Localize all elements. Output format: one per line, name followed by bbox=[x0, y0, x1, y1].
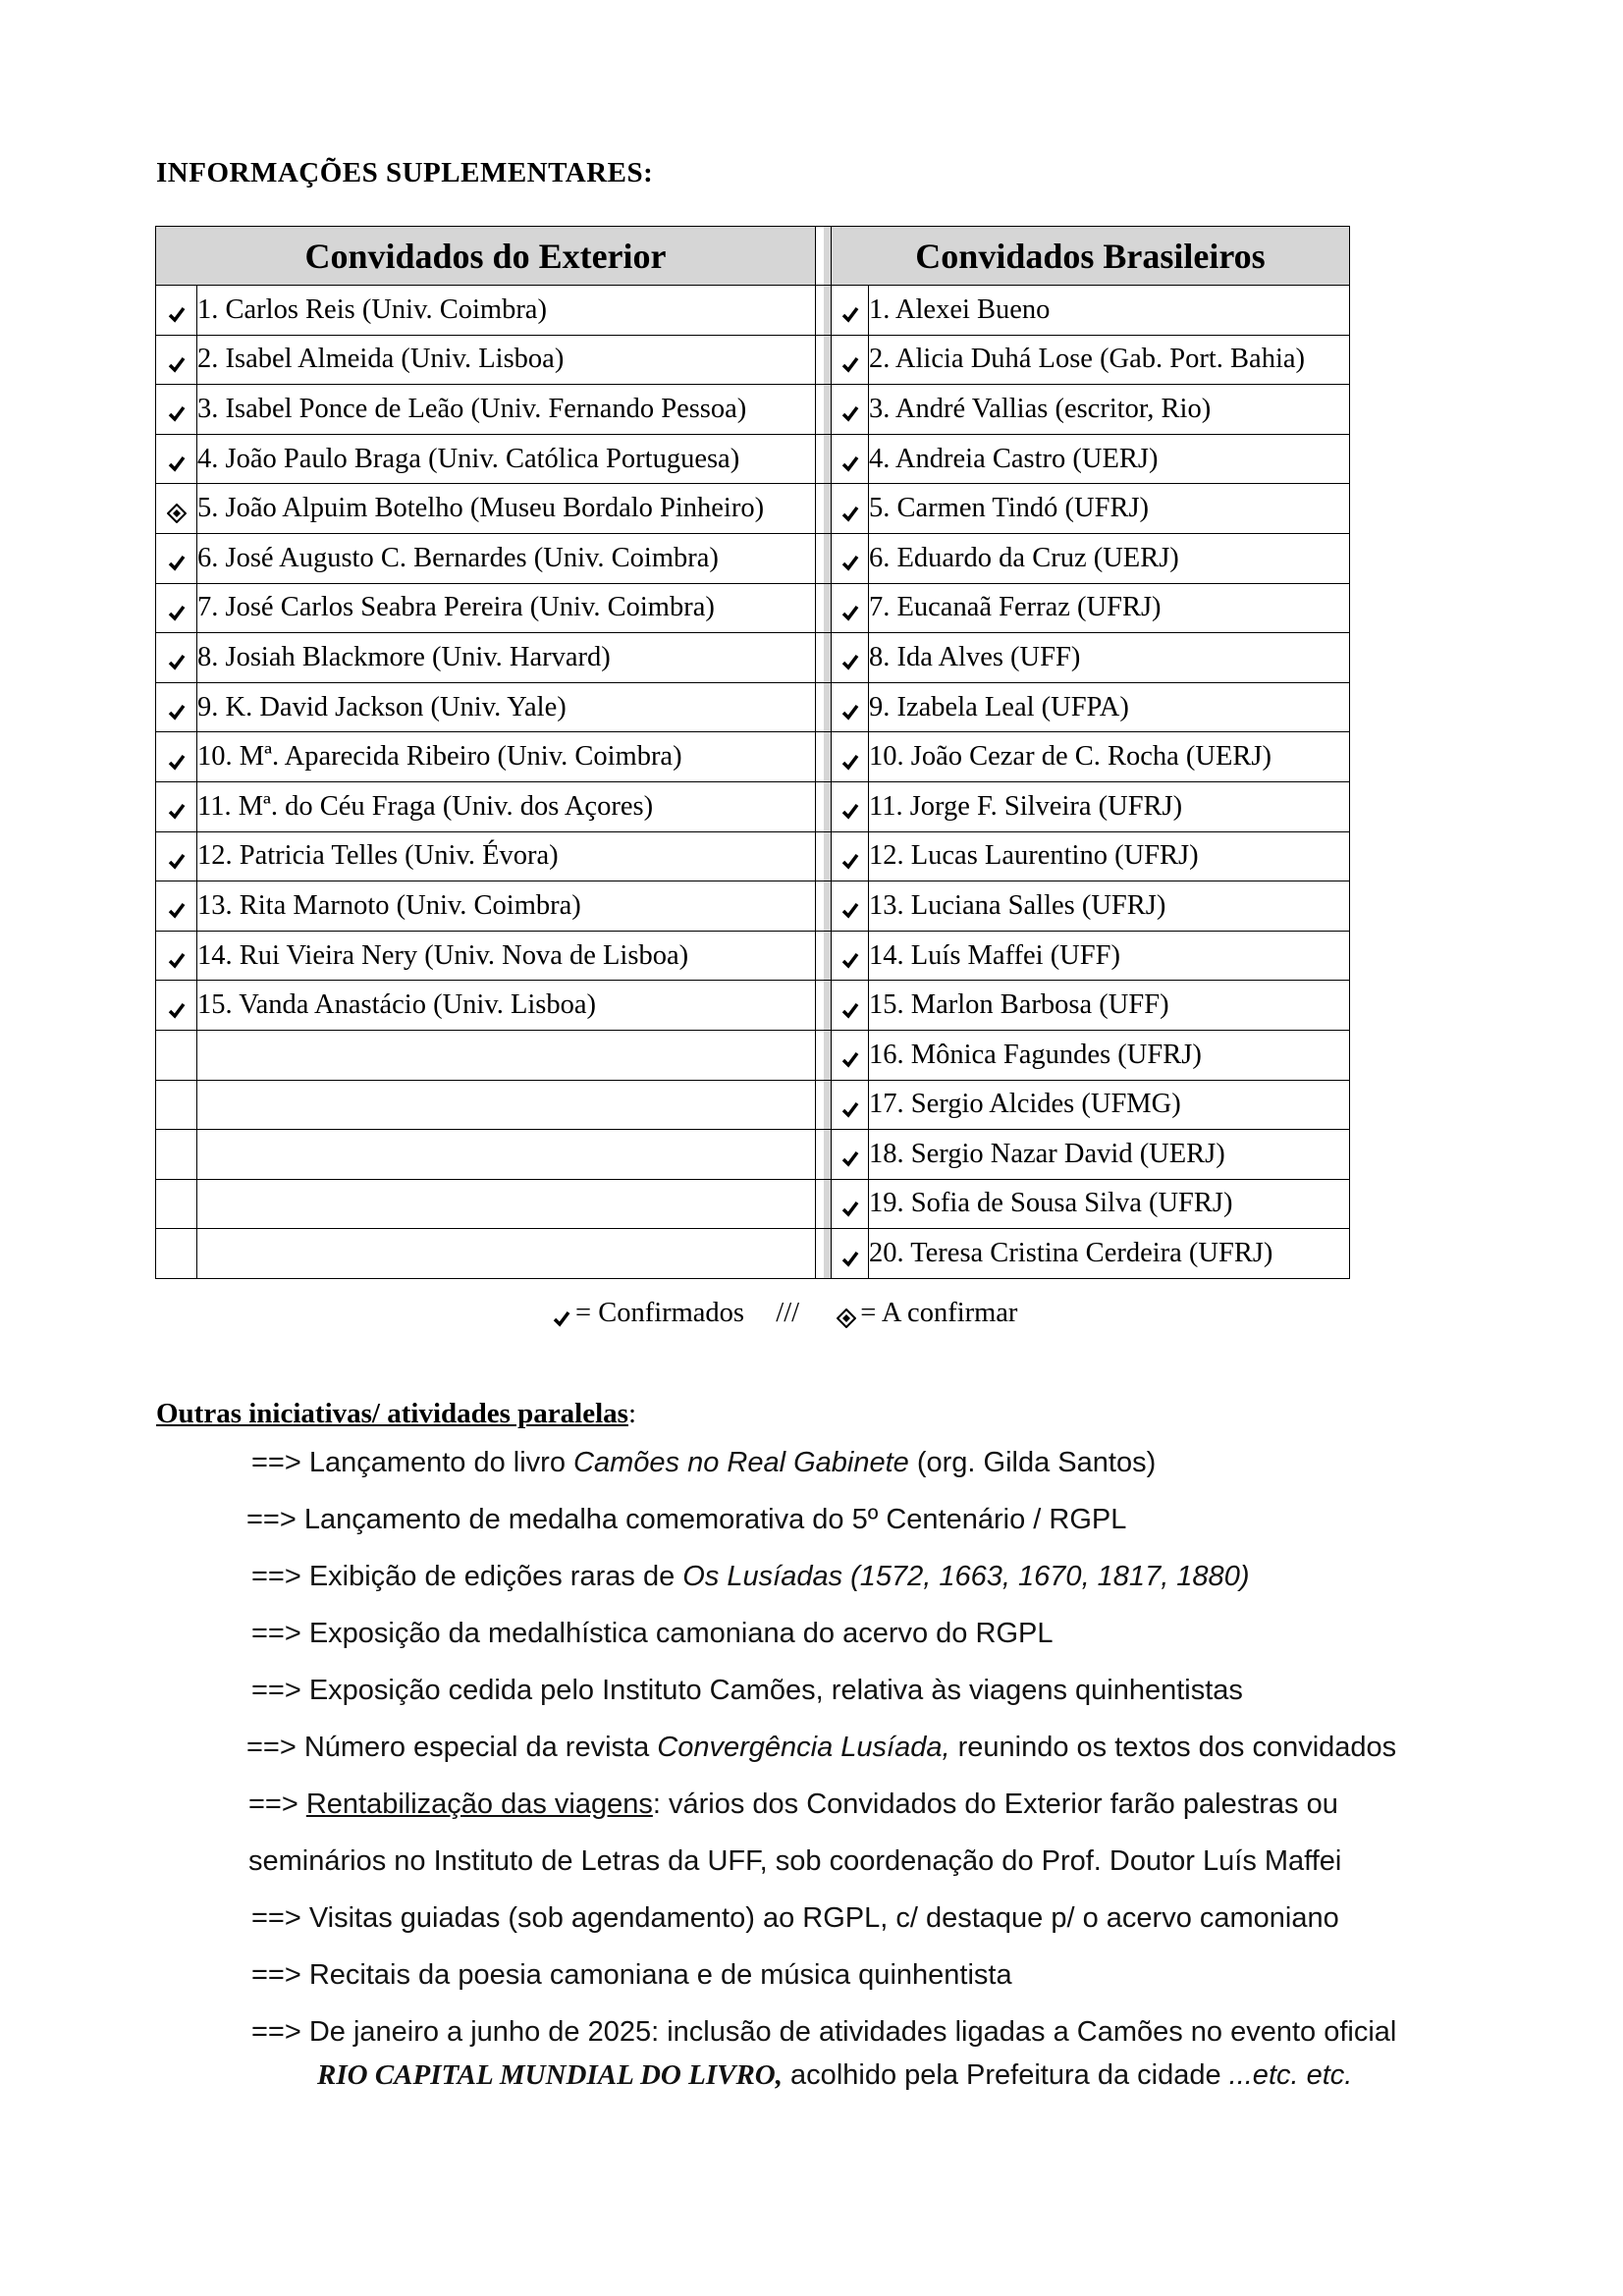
header-brasileiros: Convidados Brasileiros bbox=[832, 227, 1350, 286]
status-cell bbox=[832, 682, 869, 732]
status-cell bbox=[156, 335, 197, 385]
guest-rows bbox=[156, 286, 1350, 1279]
diamond-icon bbox=[166, 500, 188, 521]
diamond-icon bbox=[837, 1305, 856, 1324]
column-separator bbox=[816, 732, 832, 782]
status-cell bbox=[156, 1130, 197, 1180]
guest-name: 1. Carlos Reis (Univ. Coimbra) bbox=[197, 286, 816, 336]
check-icon bbox=[166, 549, 188, 570]
column-separator bbox=[816, 434, 832, 484]
guest-name: 13. Rita Marnoto (Univ. Coimbra) bbox=[197, 881, 816, 932]
list-item: ==> Lançamento de medalha comemorativa do 5º Centenário / RGPL bbox=[246, 1504, 1127, 1535]
guest-name: 14. Rui Vieira Nery (Univ. Nova de Lisboa) bbox=[197, 931, 816, 981]
guest-name: 7. Eucanaã Ferraz (UFRJ) bbox=[869, 583, 1350, 633]
legend-pending: = A confirmar bbox=[860, 1298, 1018, 1328]
status-cell bbox=[156, 1229, 197, 1279]
guest-name: 16. Mônica Fagundes (UFRJ) bbox=[869, 1030, 1350, 1080]
list-item: ==> Recitais da poesia camoniana e de música quinhentista bbox=[251, 1959, 1012, 1991]
guest-name: 3. Isabel Ponce de Leão (Univ. Fernando Pessoa) bbox=[197, 385, 816, 435]
column-separator bbox=[816, 633, 832, 683]
column-separator bbox=[816, 227, 832, 286]
status-cell bbox=[832, 1229, 869, 1279]
status-cell bbox=[156, 385, 197, 435]
guest-name: 15. Marlon Barbosa (UFF) bbox=[869, 981, 1350, 1031]
check-icon bbox=[166, 847, 188, 869]
table-row bbox=[156, 1179, 1350, 1229]
guest-name: 1. Alexei Bueno bbox=[869, 286, 1350, 336]
status-cell bbox=[156, 981, 197, 1031]
check-icon bbox=[839, 847, 861, 869]
status-cell bbox=[156, 484, 197, 534]
status-cell bbox=[832, 484, 869, 534]
table-row bbox=[156, 931, 1350, 981]
status-cell bbox=[832, 981, 869, 1031]
check-icon bbox=[839, 1045, 861, 1067]
column-separator bbox=[816, 682, 832, 732]
check-icon bbox=[839, 450, 861, 471]
guest-name bbox=[197, 1179, 816, 1229]
guest-name: 10. João Cezar de C. Rocha (UERJ) bbox=[869, 732, 1350, 782]
table-row bbox=[156, 682, 1350, 732]
status-cell bbox=[156, 931, 197, 981]
list-item: ==> Visitas guiadas (sob agendamento) ao RGPL, c/ destaque p/ o acervo camoniano bbox=[251, 1902, 1339, 1934]
column-separator bbox=[816, 385, 832, 435]
guests-table bbox=[155, 226, 1350, 1279]
guest-name bbox=[197, 1130, 816, 1180]
status-cell bbox=[156, 732, 197, 782]
column-separator bbox=[816, 286, 832, 336]
check-icon bbox=[552, 1305, 571, 1324]
guest-name: 2. Isabel Almeida (Univ. Lisboa) bbox=[197, 335, 816, 385]
status-cell bbox=[832, 1179, 869, 1229]
list-item: ==> Número especial da revista Convergência Lusíada, reunindo os textos dos convidados bbox=[246, 1732, 1397, 1763]
check-icon bbox=[839, 698, 861, 720]
list-item: ==> Exibição de edições raras de Os Lusíadas (1572, 1663, 1670, 1817, 1880) bbox=[251, 1561, 1250, 1592]
guest-name: 7. José Carlos Seabra Pereira (Univ. Coimbra) bbox=[197, 583, 816, 633]
guest-name bbox=[197, 1080, 816, 1130]
status-cell bbox=[832, 385, 869, 435]
check-icon bbox=[839, 748, 861, 770]
check-icon bbox=[839, 797, 861, 819]
status-cell bbox=[156, 781, 197, 831]
status-cell bbox=[832, 781, 869, 831]
check-icon bbox=[839, 1145, 861, 1166]
table-row bbox=[156, 286, 1350, 336]
status-cell bbox=[832, 931, 869, 981]
status-cell bbox=[156, 533, 197, 583]
status-cell bbox=[156, 881, 197, 932]
check-icon bbox=[839, 896, 861, 918]
guest-name: 20. Teresa Cristina Cerdeira (UFRJ) bbox=[869, 1229, 1350, 1279]
check-icon bbox=[166, 748, 188, 770]
check-icon bbox=[839, 500, 861, 521]
status-cell bbox=[832, 732, 869, 782]
guest-name bbox=[197, 1229, 816, 1279]
header-exterior: Convidados do Exterior bbox=[156, 227, 816, 286]
guest-name: 11. Mª. do Céu Fraga (Univ. dos Açores) bbox=[197, 781, 816, 831]
status-cell bbox=[832, 881, 869, 932]
guest-name: 11. Jorge F. Silveira (UFRJ) bbox=[869, 781, 1350, 831]
guest-name: 4. Andreia Castro (UERJ) bbox=[869, 434, 1350, 484]
table-row bbox=[156, 781, 1350, 831]
guest-name: 12. Patricia Telles (Univ. Évora) bbox=[197, 831, 816, 881]
outras-heading-colon: : bbox=[627, 1398, 636, 1429]
table-row bbox=[156, 335, 1350, 385]
guest-name: 8. Josiah Blackmore (Univ. Harvard) bbox=[197, 633, 816, 683]
table-row bbox=[156, 583, 1350, 633]
status-cell bbox=[156, 831, 197, 881]
check-icon bbox=[839, 400, 861, 421]
guest-name: 5. João Alpuim Botelho (Museu Bordalo Pinheiro) bbox=[197, 484, 816, 534]
check-icon bbox=[166, 996, 188, 1018]
column-separator bbox=[816, 931, 832, 981]
status-cell bbox=[156, 633, 197, 683]
status-cell bbox=[832, 583, 869, 633]
table-row bbox=[156, 1130, 1350, 1180]
outras-heading-text: Outras iniciativas/ atividades paralelas bbox=[156, 1398, 628, 1429]
table-row bbox=[156, 831, 1350, 881]
list-item: ==> Exposição da medalhística camoniana do acervo do RGPL bbox=[251, 1618, 1054, 1649]
guest-name: 6. Eduardo da Cruz (UERJ) bbox=[869, 533, 1350, 583]
column-separator bbox=[816, 1179, 832, 1229]
table-row bbox=[156, 385, 1350, 435]
status-cell bbox=[156, 434, 197, 484]
check-icon bbox=[839, 599, 861, 620]
check-icon bbox=[166, 946, 188, 968]
guest-name: 15. Vanda Anastácio (Univ. Lisboa) bbox=[197, 981, 816, 1031]
column-separator bbox=[816, 533, 832, 583]
outras-heading bbox=[156, 1398, 636, 1430]
column-separator bbox=[816, 583, 832, 633]
check-icon bbox=[839, 1095, 861, 1117]
table-row bbox=[156, 633, 1350, 683]
column-separator bbox=[816, 781, 832, 831]
status-cell bbox=[832, 434, 869, 484]
table-row bbox=[156, 484, 1350, 534]
list-item-continuation: RIO CAPITAL MUNDIAL DO LIVRO, acolhido pela Prefeitura da cidade ...etc. etc. bbox=[317, 2059, 1353, 2091]
check-icon bbox=[166, 300, 188, 322]
list-item-continuation: seminários no Instituto de Letras da UFF, sob coordenação do Prof. Doutor Luís Maffei bbox=[248, 1845, 1342, 1877]
status-cell bbox=[832, 633, 869, 683]
status-cell bbox=[832, 1130, 869, 1180]
status-cell bbox=[156, 1080, 197, 1130]
guest-name: 19. Sofia de Sousa Silva (UFRJ) bbox=[869, 1179, 1350, 1229]
column-separator bbox=[816, 1229, 832, 1279]
column-separator bbox=[816, 831, 832, 881]
column-separator bbox=[816, 1080, 832, 1130]
list-item: ==> Rentabilização das viagens: vários dos Convidados do Exterior farão palestras ou bbox=[248, 1789, 1338, 1820]
guest-name: 13. Luciana Salles (UFRJ) bbox=[869, 881, 1350, 932]
check-icon bbox=[839, 648, 861, 669]
list-item: ==> De janeiro a junho de 2025: inclusão de atividades ligadas a Camões no evento oficial bbox=[251, 2016, 1397, 2048]
column-separator bbox=[816, 484, 832, 534]
status-cell bbox=[832, 1080, 869, 1130]
status-cell bbox=[832, 335, 869, 385]
guest-name: 9. Izabela Leal (UFPA) bbox=[869, 682, 1350, 732]
guest-name: 5. Carmen Tindó (UFRJ) bbox=[869, 484, 1350, 534]
check-icon bbox=[166, 648, 188, 669]
list-item: ==> Lançamento do livro Camões no Real Gabinete (org. Gilda Santos) bbox=[251, 1447, 1157, 1478]
table-row bbox=[156, 732, 1350, 782]
guest-name: 10. Mª. Aparecida Ribeiro (Univ. Coimbra) bbox=[197, 732, 816, 782]
check-icon bbox=[839, 946, 861, 968]
check-icon bbox=[839, 1195, 861, 1216]
check-icon bbox=[166, 698, 188, 720]
status-cell bbox=[156, 682, 197, 732]
column-separator bbox=[816, 1130, 832, 1180]
guest-name: 2. Alicia Duhá Lose (Gab. Port. Bahia) bbox=[869, 335, 1350, 385]
section-title: INFORMAÇÕES SUPLEMENTARES: bbox=[156, 157, 654, 188]
check-icon bbox=[839, 996, 861, 1018]
legend bbox=[552, 1298, 1017, 1329]
column-separator bbox=[816, 981, 832, 1031]
guest-name: 3. André Vallias (escritor, Rio) bbox=[869, 385, 1350, 435]
status-cell bbox=[832, 533, 869, 583]
guest-name: 9. K. David Jackson (Univ. Yale) bbox=[197, 682, 816, 732]
status-cell bbox=[832, 286, 869, 336]
status-cell bbox=[832, 1030, 869, 1080]
guest-name bbox=[197, 1030, 816, 1080]
status-cell bbox=[156, 1030, 197, 1080]
check-icon bbox=[839, 549, 861, 570]
guest-name: 12. Lucas Laurentino (UFRJ) bbox=[869, 831, 1350, 881]
check-icon bbox=[166, 350, 188, 372]
column-separator bbox=[816, 1030, 832, 1080]
check-icon bbox=[166, 797, 188, 819]
status-cell bbox=[832, 831, 869, 881]
guest-name: 18. Sergio Nazar David (UERJ) bbox=[869, 1130, 1350, 1180]
legend-separator: /// bbox=[776, 1298, 800, 1328]
check-icon bbox=[839, 350, 861, 372]
check-icon bbox=[166, 896, 188, 918]
column-separator bbox=[816, 881, 832, 932]
table-row bbox=[156, 1229, 1350, 1279]
table-row bbox=[156, 981, 1350, 1031]
table-row bbox=[156, 1030, 1350, 1080]
guest-name: 6. José Augusto C. Bernardes (Univ. Coimbra) bbox=[197, 533, 816, 583]
guest-name: 17. Sergio Alcides (UFMG) bbox=[869, 1080, 1350, 1130]
status-cell bbox=[156, 286, 197, 336]
check-icon bbox=[166, 599, 188, 620]
column-separator bbox=[816, 335, 832, 385]
check-icon bbox=[166, 400, 188, 421]
status-cell bbox=[156, 1179, 197, 1229]
list-item: ==> Exposição cedida pelo Instituto Camões, relativa às viagens quinhentistas bbox=[251, 1675, 1243, 1706]
guest-name: 4. João Paulo Braga (Univ. Católica Portuguesa) bbox=[197, 434, 816, 484]
guest-name: 8. Ida Alves (UFF) bbox=[869, 633, 1350, 683]
table-row bbox=[156, 1080, 1350, 1130]
legend-confirmed: = Confirmados bbox=[575, 1298, 745, 1328]
check-icon bbox=[839, 1245, 861, 1266]
check-icon bbox=[166, 450, 188, 471]
status-cell bbox=[156, 583, 197, 633]
guest-name: 14. Luís Maffei (UFF) bbox=[869, 931, 1350, 981]
check-icon bbox=[839, 300, 861, 322]
table-row bbox=[156, 533, 1350, 583]
table-row bbox=[156, 434, 1350, 484]
table-row bbox=[156, 881, 1350, 932]
